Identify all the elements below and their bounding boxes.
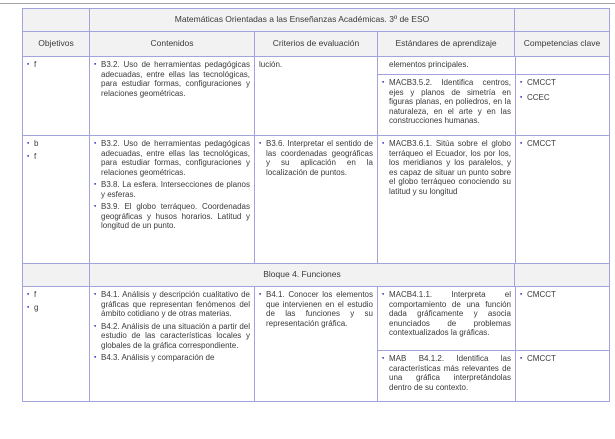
objetivo-letter: b	[34, 139, 39, 148]
objetivo-letter: g	[34, 302, 39, 312]
estandar-cell	[378, 351, 515, 401]
estandares-competencias-cell	[377, 57, 609, 135]
objetivos-cell	[23, 287, 89, 401]
title-row-empty-left-cell	[23, 9, 89, 31]
competencias-cell	[515, 75, 609, 135]
bullet-icon: ▪	[94, 322, 97, 330]
competencias-cell	[515, 287, 609, 350]
bullet-icon: ▪	[382, 140, 385, 147]
contenidos-cell	[89, 57, 254, 135]
estandar-item	[382, 354, 511, 392]
competencia-code: CCEC	[527, 92, 550, 102]
bullet-icon: ▪	[520, 355, 523, 362]
bullet-icon: ▪	[27, 61, 30, 68]
section-row-empty-right-cell	[514, 264, 609, 286]
contenido-text: B3.2. Uso de herramientas pedagógicas adecuadas, entre ellas las tecnológicas, para estudiar formas, configuraciones y relaciones geométricas.	[101, 139, 250, 177]
objetivo-item	[27, 60, 85, 70]
section-row-empty-left-cell	[23, 264, 89, 286]
contenidos-cell	[89, 287, 254, 401]
bullet-icon: ▪	[94, 140, 97, 147]
section-header-row	[23, 263, 609, 286]
contenido-text: B3.9. El globo terráqueo. Coordenadas geográficas y husos horarios. Latitud y longitud de un punto.	[101, 202, 250, 230]
competencia-item	[520, 139, 605, 149]
bullet-icon: ▪	[94, 291, 97, 298]
estandar-continuation	[382, 60, 511, 70]
objetivo-item	[27, 139, 85, 149]
bullet-icon: ▪	[27, 152, 30, 160]
page-top-rule	[0, 3, 615, 4]
estandar-item	[382, 290, 511, 338]
criterios-cell	[254, 136, 377, 263]
estandar-subrow	[378, 74, 609, 135]
contenido-item	[94, 180, 250, 199]
criterio-text: lución.	[259, 60, 283, 69]
objetivo-letter: f	[34, 151, 37, 161]
bullet-icon: ▪	[259, 140, 262, 147]
criterio-item	[259, 139, 373, 177]
column-header-row	[23, 31, 609, 56]
bullet-icon: ▪	[520, 79, 523, 86]
objetivos-cell	[23, 57, 89, 135]
table-row	[23, 286, 609, 401]
curriculum-table	[22, 8, 610, 402]
contenido-text: B4.1. Análisis y descripción cualitativo de gráficas que representan fenómenos del ámbito cotidiano y de otras materias.	[101, 290, 250, 318]
bullet-icon: ▪	[382, 79, 385, 86]
bullet-icon: ▪	[94, 181, 97, 188]
competencias-cell-empty	[515, 57, 609, 74]
criterios-cell	[254, 287, 377, 401]
contenido-item	[94, 139, 250, 177]
bullet-icon: ▪	[382, 355, 385, 362]
objetivo-item	[27, 290, 85, 300]
competencia-item	[520, 78, 605, 88]
estandar-subrow	[378, 350, 609, 401]
contenidos-cell	[89, 136, 254, 263]
estandar-cell	[378, 287, 515, 350]
table-title: Matemáticas Orientadas a las Enseñanzas Académicas. 3º de ESO	[89, 9, 514, 31]
criterio-text: B3.6. Interpretar el sentido de las coordenadas geográficas y su aplicación en la localización de puntos.	[266, 139, 373, 177]
objetivo-letter: f	[34, 290, 37, 299]
contenido-item	[94, 322, 250, 351]
table-title-row	[23, 9, 609, 31]
contenido-item	[94, 202, 250, 231]
bullet-icon: ▪	[520, 291, 523, 298]
title-row-empty-right-cell	[514, 9, 609, 31]
estandar-cell	[378, 57, 515, 74]
criterio-item	[259, 290, 373, 328]
bullet-icon: ▪	[520, 140, 523, 147]
estandar-item	[382, 78, 511, 126]
bullet-icon: ▪	[94, 61, 97, 68]
competencia-code: CMCCT	[527, 139, 556, 148]
objetivos-cell	[23, 136, 89, 263]
estandar-item	[382, 139, 511, 196]
column-header-criterios: Criterios de evaluación	[254, 32, 377, 56]
competencias-cell	[515, 136, 609, 263]
estandar-text: MACB3.6.1. Sitúa sobre el globo terráqueo el Ecuador, los por los, los meridianos y los paralelos, y es capaz de situar un punto sobre el globo terráqueo conociendo su latitud y su longitud	[389, 139, 511, 196]
objetivo-item	[27, 152, 85, 162]
bullet-icon: ▪	[382, 291, 385, 298]
competencias-cell	[515, 351, 609, 401]
contenido-text: B3.8. La esfera. Intersecciones de planos y esferas.	[101, 180, 250, 199]
column-header-contenidos: Contenidos	[89, 32, 254, 56]
objetivo-letter: f	[34, 60, 37, 69]
bullet-icon: ▪	[27, 291, 30, 298]
bullet-icon: ▪	[520, 93, 523, 101]
contenido-item	[94, 60, 250, 98]
competencia-item	[520, 354, 605, 364]
competencia-item	[520, 290, 605, 300]
objetivo-item	[27, 303, 85, 313]
estandar-subrow	[378, 57, 609, 74]
column-header-competencias: Competencias clave	[514, 32, 609, 56]
estandar-text: MACB3.5.2. Identifica centros, ejes y planos de simetría en figuras planas, en poliedros, en la naturaleza, en el arte y en las construcciones humanas.	[389, 78, 511, 125]
estandar-subrow	[378, 287, 609, 350]
bullet-icon: ▪	[259, 291, 262, 298]
estandar-text: elementos principales.	[389, 60, 469, 69]
table-row	[23, 56, 609, 135]
criterio-text: B4.1. Conocer los elementos que intervienen en el estudio de las funciones y su representación gráfica.	[266, 290, 373, 328]
contenido-item	[94, 353, 250, 363]
contenido-text: B4.3. Análisis y comparación de	[101, 353, 215, 362]
competencia-code: CMCCT	[527, 290, 556, 299]
bullet-icon: ▪	[94, 354, 97, 361]
estandar-text: MACB4.1.1. Interpreta el comportamiento de una función dada gráficamente y asocia enunciados de problemas contextualizados la gráficas.	[389, 290, 511, 337]
table-row	[23, 135, 609, 263]
estandar-subrow	[378, 136, 609, 263]
competencia-code: CMCCT	[527, 354, 556, 363]
column-header-estandares: Estándares de aprendizaje	[377, 32, 514, 56]
estandares-competencias-cell	[377, 287, 609, 401]
bullet-icon: ▪	[27, 303, 30, 311]
contenido-text: B3.2. Uso de herramientas pedagógicas adecuadas, entre ellas las tecnológicas, para estudiar formas, configuraciones y relaciones geométricas.	[101, 60, 250, 98]
contenido-text: B4.2. Análisis de una situación a partir del estudio de las características locales y globales de la gráfica correspondiente.	[101, 321, 250, 350]
estandares-competencias-cell	[377, 136, 609, 263]
estandar-text: MAB B4.1.2. Identifica las características más relevantes de una gráfica interpretándolas dentro de su contexto.	[389, 354, 511, 392]
bullet-icon: ▪	[94, 203, 97, 210]
estandar-cell	[378, 136, 515, 263]
competencia-item	[520, 93, 605, 103]
bullet-icon: ▪	[27, 140, 30, 147]
estandar-cell	[378, 75, 515, 135]
criterio-continuation	[259, 60, 373, 70]
section-header: Bloque 4. Funciones	[89, 264, 514, 286]
contenido-item	[94, 290, 250, 319]
criterios-cell	[254, 57, 377, 135]
competencia-code: CMCCT	[527, 78, 556, 87]
column-header-objetivos: Objetivos	[38, 38, 74, 49]
